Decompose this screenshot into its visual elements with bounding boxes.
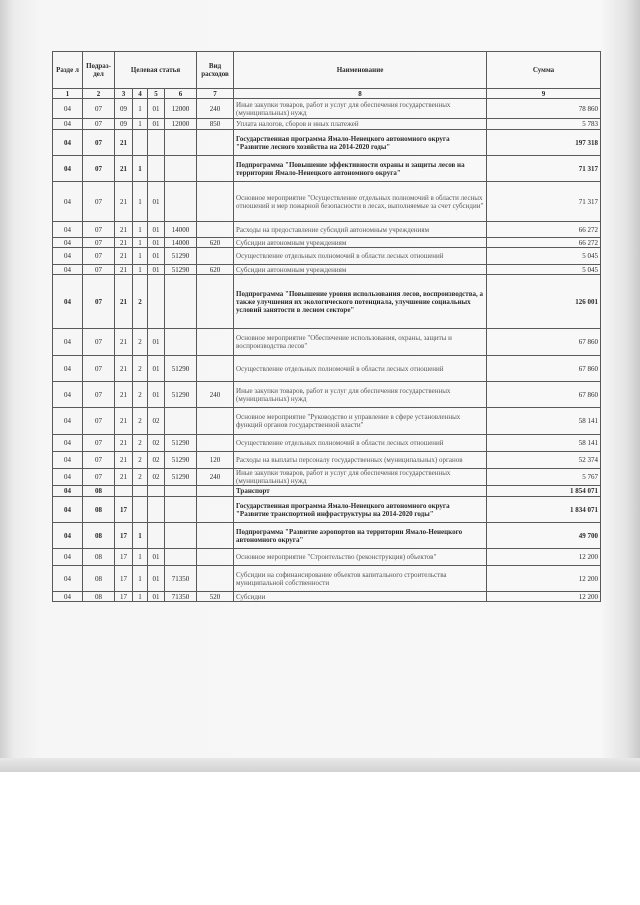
table-row	[53, 222, 601, 238]
cell-name: Основное мероприятие "Обеспечение использования, охраны, защиты и воспроизводства лесов"	[234, 329, 487, 356]
cell-target-event: 01	[148, 549, 165, 566]
cell-target-program	[115, 486, 133, 497]
header-target-article: Целевая статья	[115, 52, 197, 89]
cell-name: Иные закупки товаров, работ и услуг для обеспечения государственных (муниципальных) нужд	[234, 99, 487, 119]
cell-sum: 66 272	[487, 222, 601, 238]
cell-target-event: 01	[148, 356, 165, 382]
cell-target-program: 21	[115, 248, 133, 265]
table-row	[53, 156, 601, 182]
cell-razdel: 04	[53, 356, 83, 382]
cell-target-subprogram: 2	[133, 275, 148, 329]
cell-target-subprogram: 2	[133, 452, 148, 469]
cell-name: Подпрограмма "Повышение уровня использования лесов, воспроизводства, а также улучшения их экологического потенциала, улучшение социальных условий занятости в лесном секторе"	[234, 275, 487, 329]
cell-sum: 67 860	[487, 329, 601, 356]
cell-name: Основное мероприятие "Осуществление отдельных полномочий в области лесных отношений и мер пожарной безопасности в лесах, выполняемые за счет субсидии"	[234, 182, 487, 222]
cell-target-program: 21	[115, 130, 133, 156]
cell-target-direction: 51290	[165, 356, 197, 382]
cell-target-event	[148, 486, 165, 497]
cell-target-subprogram: 1	[133, 156, 148, 182]
cell-target-event	[148, 156, 165, 182]
cell-target-subprogram: 1	[133, 265, 148, 275]
cell-name: Основное мероприятие "Строительство (реконструкция) объектов"	[234, 549, 487, 566]
cell-expense-type	[197, 130, 234, 156]
cell-podrazdel: 07	[83, 156, 115, 182]
cell-target-subprogram: 2	[133, 356, 148, 382]
cell-podrazdel: 07	[83, 435, 115, 452]
table-row	[53, 486, 601, 497]
cell-razdel: 04	[53, 238, 83, 248]
cell-expense-type: 120	[197, 452, 234, 469]
cell-target-subprogram: 2	[133, 329, 148, 356]
cell-razdel: 04	[53, 452, 83, 469]
cell-expense-type	[197, 248, 234, 265]
cell-target-subprogram: 1	[133, 222, 148, 238]
column-number: 1	[53, 89, 83, 99]
cell-target-event: 01	[148, 592, 165, 602]
cell-sum: 71 317	[487, 156, 601, 182]
cell-expense-type: 850	[197, 119, 234, 130]
column-number: 2	[83, 89, 115, 99]
column-number: 7	[197, 89, 234, 99]
cell-target-direction	[165, 408, 197, 435]
cell-target-program: 21	[115, 182, 133, 222]
table-row	[53, 238, 601, 248]
cell-name: Субсидии автономным учреждениям	[234, 265, 487, 275]
cell-target-event: 02	[148, 469, 165, 486]
table-row	[53, 592, 601, 602]
cell-name: Осуществление отдельных полномочий в области лесных отношений	[234, 248, 487, 265]
cell-razdel: 04	[53, 523, 83, 549]
cell-razdel: 04	[53, 182, 83, 222]
header-razdel: Разде л	[53, 52, 83, 89]
header-row	[53, 52, 601, 89]
cell-sum: 5 045	[487, 265, 601, 275]
cell-target-program: 21	[115, 408, 133, 435]
cell-razdel: 04	[53, 130, 83, 156]
cell-target-direction	[165, 486, 197, 497]
cell-target-program: 17	[115, 549, 133, 566]
cell-podrazdel: 07	[83, 469, 115, 486]
cell-sum: 78 860	[487, 99, 601, 119]
cell-target-program: 21	[115, 329, 133, 356]
cell-podrazdel: 08	[83, 497, 115, 523]
cell-target-direction	[165, 497, 197, 523]
cell-target-subprogram	[133, 486, 148, 497]
table-row	[53, 549, 601, 566]
column-number-row	[53, 89, 601, 99]
cell-expense-type	[197, 329, 234, 356]
cell-sum: 12 200	[487, 566, 601, 592]
cell-target-direction	[165, 549, 197, 566]
cell-razdel: 04	[53, 435, 83, 452]
table-row	[53, 99, 601, 119]
cell-razdel: 04	[53, 469, 83, 486]
cell-target-direction: 51290	[165, 265, 197, 275]
cell-target-program: 21	[115, 156, 133, 182]
budget-table	[52, 51, 601, 602]
cell-target-direction: 51290	[165, 248, 197, 265]
cell-target-subprogram: 1	[133, 99, 148, 119]
cell-target-direction	[165, 130, 197, 156]
cell-razdel: 04	[53, 222, 83, 238]
table-body	[53, 99, 601, 602]
cell-expense-type	[197, 156, 234, 182]
cell-expense-type: 620	[197, 238, 234, 248]
table-row	[53, 182, 601, 222]
cell-target-direction	[165, 182, 197, 222]
cell-target-event: 01	[148, 566, 165, 592]
cell-name: Расходы на предоставление субсидий автономным учреждениям	[234, 222, 487, 238]
table-row	[53, 130, 601, 156]
cell-target-subprogram: 1	[133, 549, 148, 566]
cell-target-direction: 51290	[165, 452, 197, 469]
cell-target-subprogram: 1	[133, 238, 148, 248]
cell-name: Государственная программа Ямало-Ненецкого автономного округа "Развитие транспортной инфраструктуры на 2014-2020 годы"	[234, 497, 487, 523]
cell-razdel: 04	[53, 497, 83, 523]
cell-name: Осуществление отдельных полномочий в области лесных отношений	[234, 356, 487, 382]
table-row	[53, 469, 601, 486]
cell-target-program: 21	[115, 356, 133, 382]
column-number: 6	[165, 89, 197, 99]
column-number: 8	[234, 89, 487, 99]
cell-target-direction: 14000	[165, 238, 197, 248]
header-sum: Сумма	[487, 52, 601, 89]
cell-target-direction	[165, 156, 197, 182]
cell-podrazdel: 07	[83, 265, 115, 275]
table-row	[53, 265, 601, 275]
cell-target-subprogram: 1	[133, 182, 148, 222]
column-number: 9	[487, 89, 601, 99]
cell-name: Осуществление отдельных полномочий в области лесных отношений	[234, 435, 487, 452]
cell-target-event	[148, 497, 165, 523]
table-row	[53, 329, 601, 356]
cell-podrazdel: 08	[83, 566, 115, 592]
cell-target-subprogram: 2	[133, 408, 148, 435]
cell-target-program: 21	[115, 469, 133, 486]
cell-sum: 1 854 071	[487, 486, 601, 497]
cell-podrazdel: 07	[83, 130, 115, 156]
cell-target-event: 01	[148, 265, 165, 275]
table-row	[53, 408, 601, 435]
cell-podrazdel: 08	[83, 523, 115, 549]
column-number: 4	[133, 89, 148, 99]
header-name: Наименование	[234, 52, 487, 89]
cell-target-subprogram: 2	[133, 469, 148, 486]
cell-name: Уплата налогов, сборов и иных платежей	[234, 119, 487, 130]
page-edge-shadow	[0, 758, 640, 772]
cell-target-program: 17	[115, 566, 133, 592]
table-row	[53, 523, 601, 549]
cell-podrazdel: 07	[83, 99, 115, 119]
cell-razdel: 04	[53, 408, 83, 435]
cell-target-program: 17	[115, 592, 133, 602]
cell-target-event	[148, 275, 165, 329]
header-podrazdel: Подраз- дел	[83, 52, 115, 89]
cell-name: Иные закупки товаров, работ и услуг для обеспечения государственных (муниципальных) нужд	[234, 382, 487, 408]
cell-sum: 126 001	[487, 275, 601, 329]
cell-target-direction: 71350	[165, 566, 197, 592]
column-number: 5	[148, 89, 165, 99]
cell-razdel: 04	[53, 566, 83, 592]
cell-expense-type	[197, 549, 234, 566]
table-row	[53, 435, 601, 452]
cell-expense-type: 240	[197, 469, 234, 486]
cell-target-subprogram: 2	[133, 435, 148, 452]
cell-name: Субсидии на софинансирование объектов капитального строительства муниципальной собственности	[234, 566, 487, 592]
cell-target-program: 17	[115, 497, 133, 523]
cell-name: Подпрограмма "Развитие аэропортов на территории Ямало-Ненецкого автономного округа"	[234, 523, 487, 549]
cell-podrazdel: 08	[83, 549, 115, 566]
cell-target-direction: 12000	[165, 119, 197, 130]
cell-razdel: 04	[53, 549, 83, 566]
table-row	[53, 248, 601, 265]
cell-target-program: 21	[115, 265, 133, 275]
cell-sum: 5 045	[487, 248, 601, 265]
cell-razdel: 04	[53, 275, 83, 329]
cell-target-direction: 51290	[165, 382, 197, 408]
cell-name: Государственная программа Ямало-Ненецкого автономного округа "Развитие лесного хозяйства на 2014-2020 годы"	[234, 130, 487, 156]
cell-name: Иные закупки товаров, работ и услуг для обеспечения государственных (муниципальных) нужд	[234, 469, 487, 486]
cell-podrazdel: 07	[83, 356, 115, 382]
cell-sum: 49 700	[487, 523, 601, 549]
cell-expense-type	[197, 435, 234, 452]
column-number: 3	[115, 89, 133, 99]
table-row	[53, 119, 601, 130]
cell-target-program: 21	[115, 238, 133, 248]
cell-name: Основное мероприятие "Руководство и управление в сфере установленных функций органов государственной власти"	[234, 408, 487, 435]
cell-name: Подпрограмма "Повышение эффективности охраны и защиты лесов на территории Ямало-Ненецкого автономного округа"	[234, 156, 487, 182]
table-row	[53, 382, 601, 408]
cell-sum: 5 767	[487, 469, 601, 486]
cell-target-event: 01	[148, 238, 165, 248]
cell-podrazdel: 07	[83, 119, 115, 130]
cell-target-event: 01	[148, 119, 165, 130]
cell-podrazdel: 07	[83, 275, 115, 329]
cell-razdel: 04	[53, 156, 83, 182]
cell-target-program: 21	[115, 275, 133, 329]
cell-podrazdel: 07	[83, 329, 115, 356]
cell-target-direction: 14000	[165, 222, 197, 238]
table-row	[53, 452, 601, 469]
cell-sum: 1 834 071	[487, 497, 601, 523]
cell-razdel: 04	[53, 486, 83, 497]
cell-sum: 12 200	[487, 592, 601, 602]
cell-podrazdel: 07	[83, 408, 115, 435]
cell-razdel: 04	[53, 265, 83, 275]
cell-razdel: 04	[53, 592, 83, 602]
cell-target-direction: 51290	[165, 435, 197, 452]
cell-podrazdel: 07	[83, 222, 115, 238]
cell-target-event: 02	[148, 435, 165, 452]
cell-target-event: 01	[148, 248, 165, 265]
cell-sum: 58 141	[487, 435, 601, 452]
cell-sum: 71 317	[487, 182, 601, 222]
cell-podrazdel: 07	[83, 248, 115, 265]
cell-target-subprogram: 1	[133, 592, 148, 602]
cell-expense-type: 240	[197, 99, 234, 119]
cell-expense-type	[197, 356, 234, 382]
cell-expense-type: 520	[197, 592, 234, 602]
cell-expense-type	[197, 486, 234, 497]
cell-podrazdel: 08	[83, 592, 115, 602]
cell-target-direction	[165, 329, 197, 356]
cell-expense-type	[197, 275, 234, 329]
cell-name: Расходы на выплаты персоналу государственных (муниципальных) органов	[234, 452, 487, 469]
cell-target-program: 09	[115, 99, 133, 119]
cell-expense-type	[197, 408, 234, 435]
cell-target-event: 01	[148, 99, 165, 119]
cell-target-program: 21	[115, 382, 133, 408]
cell-target-event: 02	[148, 452, 165, 469]
cell-sum: 67 860	[487, 356, 601, 382]
cell-target-event: 01	[148, 382, 165, 408]
cell-expense-type: 620	[197, 265, 234, 275]
cell-target-subprogram: 1	[133, 566, 148, 592]
cell-target-direction: 51290	[165, 469, 197, 486]
cell-razdel: 04	[53, 248, 83, 265]
cell-target-direction	[165, 523, 197, 549]
cell-sum: 5 783	[487, 119, 601, 130]
cell-target-event: 01	[148, 182, 165, 222]
cell-target-direction: 12000	[165, 99, 197, 119]
cell-podrazdel: 07	[83, 238, 115, 248]
cell-podrazdel: 07	[83, 452, 115, 469]
cell-target-direction	[165, 275, 197, 329]
cell-target-program: 21	[115, 452, 133, 469]
cell-target-subprogram: 2	[133, 382, 148, 408]
cell-expense-type: 240	[197, 382, 234, 408]
cell-target-event: 01	[148, 222, 165, 238]
cell-name: Транспорт	[234, 486, 487, 497]
table-row	[53, 356, 601, 382]
cell-expense-type	[197, 497, 234, 523]
table-row	[53, 275, 601, 329]
cell-sum: 66 272	[487, 238, 601, 248]
cell-name: Субсидии автономным учреждениям	[234, 238, 487, 248]
cell-sum: 58 141	[487, 408, 601, 435]
cell-target-program: 17	[115, 523, 133, 549]
cell-sum: 12 200	[487, 549, 601, 566]
cell-expense-type	[197, 222, 234, 238]
cell-target-subprogram	[133, 497, 148, 523]
cell-sum: 67 860	[487, 382, 601, 408]
header-expense-type: Вид расходов	[197, 52, 234, 89]
cell-razdel: 04	[53, 99, 83, 119]
cell-target-subprogram: 1	[133, 523, 148, 549]
cell-podrazdel: 07	[83, 382, 115, 408]
cell-target-program: 21	[115, 435, 133, 452]
cell-razdel: 04	[53, 119, 83, 130]
cell-target-subprogram	[133, 130, 148, 156]
cell-podrazdel: 08	[83, 486, 115, 497]
cell-name: Субсидии	[234, 592, 487, 602]
cell-target-event	[148, 523, 165, 549]
cell-target-subprogram: 1	[133, 248, 148, 265]
cell-target-program: 21	[115, 222, 133, 238]
cell-sum: 197 318	[487, 130, 601, 156]
cell-target-event: 01	[148, 329, 165, 356]
cell-sum: 52 374	[487, 452, 601, 469]
table-row	[53, 566, 601, 592]
cell-target-subprogram: 1	[133, 119, 148, 130]
cell-expense-type	[197, 182, 234, 222]
cell-target-event: 02	[148, 408, 165, 435]
cell-expense-type	[197, 566, 234, 592]
cell-target-event	[148, 130, 165, 156]
cell-podrazdel: 07	[83, 182, 115, 222]
cell-razdel: 04	[53, 382, 83, 408]
cell-target-program: 09	[115, 119, 133, 130]
table-row	[53, 497, 601, 523]
cell-razdel: 04	[53, 329, 83, 356]
cell-target-direction: 71350	[165, 592, 197, 602]
cell-expense-type	[197, 523, 234, 549]
